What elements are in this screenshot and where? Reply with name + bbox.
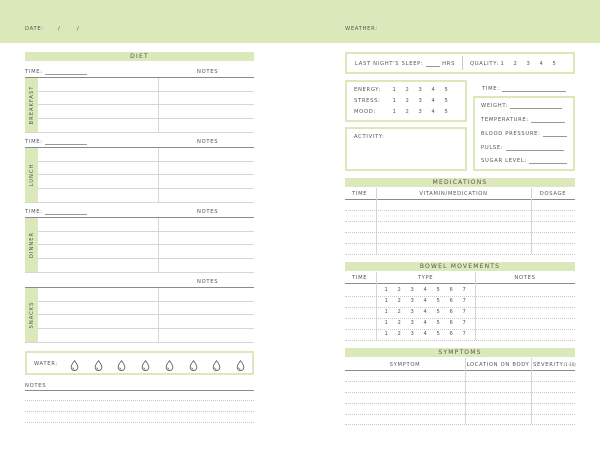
notes-label: NOTES <box>25 383 47 389</box>
lunch-time-label: TIME: <box>25 139 87 145</box>
water-label: WATER: <box>34 361 58 367</box>
meal-tab-snacks: SNACKS <box>25 288 38 342</box>
weight-label: WEIGHT: <box>481 103 562 109</box>
sleep-row: LAST NIGHT'S SLEEP: HRS <box>355 61 456 67</box>
blood-pressure-label: BLOOD PRESSURE: <box>481 131 567 137</box>
symptoms-header: SYMPTOMS <box>345 348 575 357</box>
diet-header: DIET <box>25 52 254 61</box>
bowel-col-type: TYPE <box>417 275 434 281</box>
med-col-vitamin: VITAMIN/MEDICATION <box>419 191 488 197</box>
water-drop-icon[interactable] <box>165 356 174 370</box>
water-drop-icon[interactable] <box>94 356 103 370</box>
water-drop-icon[interactable] <box>141 356 150 370</box>
snacks-notes-label: NOTES <box>197 279 219 285</box>
water-drops <box>70 356 245 370</box>
water-drop-icon[interactable] <box>212 356 221 370</box>
date-separator: / <box>58 26 61 32</box>
pulse-label: PULSE: <box>481 145 564 151</box>
bowel-type-scale: 1 2 3 4 5 6 7 <box>384 287 467 293</box>
symptom-col-severity: SEVERITY(1-10) <box>533 362 576 368</box>
vitals-time-label: TIME: <box>482 86 566 92</box>
stress-label: STRESS: <box>354 98 381 104</box>
medications-header: MEDICATIONS <box>345 178 575 187</box>
dinner-time-label: TIME: <box>25 209 87 215</box>
bowel-type-scale: 1 2 3 4 5 6 7 <box>384 331 467 337</box>
lunch-notes-label: NOTES <box>197 139 219 145</box>
meal-tab-dinner: DINNER <box>25 218 38 272</box>
energy-scale: 1 2 3 4 5 <box>392 87 449 93</box>
dinner-notes-label: NOTES <box>197 209 219 215</box>
weather-label: WEATHER: <box>345 26 378 32</box>
mood-scale: 1 2 3 4 5 <box>392 109 449 115</box>
med-col-dosage: DOSAGE <box>539 191 567 197</box>
quality-row: QUALITY: <box>470 61 499 67</box>
water-drop-icon[interactable] <box>70 356 79 370</box>
date-label: DATE: <box>25 26 44 32</box>
symptom-col-symptom: SYMPTOM <box>389 362 421 368</box>
quality-scale: 1 2 3 4 5 <box>500 61 557 67</box>
med-col-time: TIME <box>352 191 368 197</box>
header-band <box>0 0 600 43</box>
meal-tab-breakfast: BREAKFAST <box>25 78 38 132</box>
breakfast-time-label: TIME: <box>25 69 87 75</box>
bowel-col-notes: NOTES <box>514 275 536 281</box>
date-separator: / <box>77 26 80 32</box>
mood-label: MOOD: <box>354 109 376 115</box>
breakfast-notes-label: NOTES <box>197 69 219 75</box>
water-drop-icon[interactable] <box>189 356 198 370</box>
water-drop-icon[interactable] <box>236 356 245 370</box>
activity-label: ACTIVITY: <box>354 134 385 140</box>
bowel-col-time: TIME <box>352 275 368 281</box>
bowel-header: BOWEL MOVEMENTS <box>345 262 575 271</box>
bowel-type-scale: 1 2 3 4 5 6 7 <box>384 309 467 315</box>
sugar-level-label: SUGAR LEVEL: <box>481 158 567 164</box>
symptom-col-location: LOCATION ON BODY <box>466 362 530 368</box>
energy-label: ENERGY: <box>354 87 381 93</box>
temperature-label: TEMPERATURE: <box>481 117 565 123</box>
stress-scale: 1 2 3 4 5 <box>392 98 449 104</box>
meal-tab-lunch: LUNCH <box>25 148 38 202</box>
bowel-type-scale: 1 2 3 4 5 6 7 <box>384 320 467 326</box>
water-drop-icon[interactable] <box>117 356 126 370</box>
bowel-type-scale: 1 2 3 4 5 6 7 <box>384 298 467 304</box>
